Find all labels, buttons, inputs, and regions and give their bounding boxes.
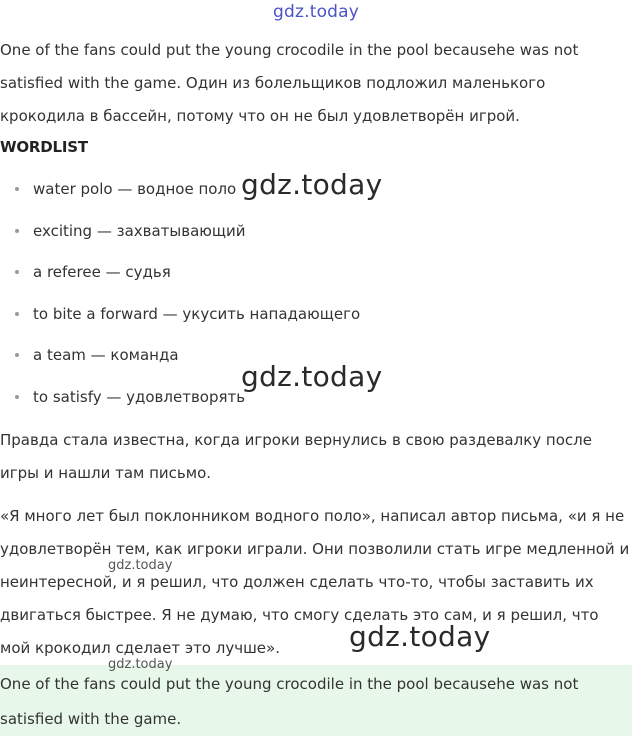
highlight-text: One of the fans could put the young crocodile in the pool becausehe was not satisfied with the game. — [0, 675, 579, 728]
bullet-icon — [15, 187, 19, 191]
watermark-small: gdz.today — [108, 558, 173, 573]
wordlist-item-text: water polo — водное поло — [33, 180, 237, 198]
wordlist-item-text: a team — команда — [33, 346, 179, 365]
bullet-icon — [15, 395, 19, 399]
bullet-icon — [15, 270, 19, 274]
wordlist-heading: WORDLIST — [0, 138, 88, 156]
bullet-icon — [15, 229, 19, 233]
wordlist-item-text: a referee — судья — [33, 263, 171, 282]
list-item — [0, 220, 360, 262]
watermark-top: gdz.today — [273, 2, 360, 22]
wordlist-item-text: to bite a forward — укусить нападающего — [33, 304, 361, 323]
watermark-big: gdz.today — [349, 620, 491, 653]
list-item — [0, 261, 360, 303]
watermark-small: gdz.today — [108, 657, 173, 672]
bullet-icon — [15, 353, 19, 357]
story-paragraph-1: Правда стала известна, когда игроки вернулись в свою раздевалку после игры и нашли там письмо. — [0, 431, 592, 482]
highlight-box — [0, 665, 632, 736]
intro-paragraph: One of the fans could put the young crocodile in the pool becausehe was not satisfied with the game. Один из болельщиков подложил маленького крокодила в бассейн, потому что он не был удовлетворён игрой. — [0, 41, 579, 125]
wordlist-item-text: to satisfy — удовлетворять — [33, 387, 246, 406]
list-item — [0, 303, 360, 345]
story-paragraph-2: «Я много лет был поклонником водного поло», написал автор письма, «и я не удовлетворён тем, как игроки играли. Они позволили стать игре медленной и неинтересной, и я решил, что должен сделать что-то, чтобы заставить их двигаться быстрее. Я не думаю, что смогу сделать это сам, и я решил, что мой крокодил сделает это лучше». — [0, 507, 630, 657]
wordlist-item-text: exciting — захватывающий — [33, 221, 246, 240]
watermark-big: gdz.today — [241, 360, 383, 393]
watermark-big: gdz.today — [241, 168, 383, 201]
bullet-icon — [15, 312, 19, 316]
